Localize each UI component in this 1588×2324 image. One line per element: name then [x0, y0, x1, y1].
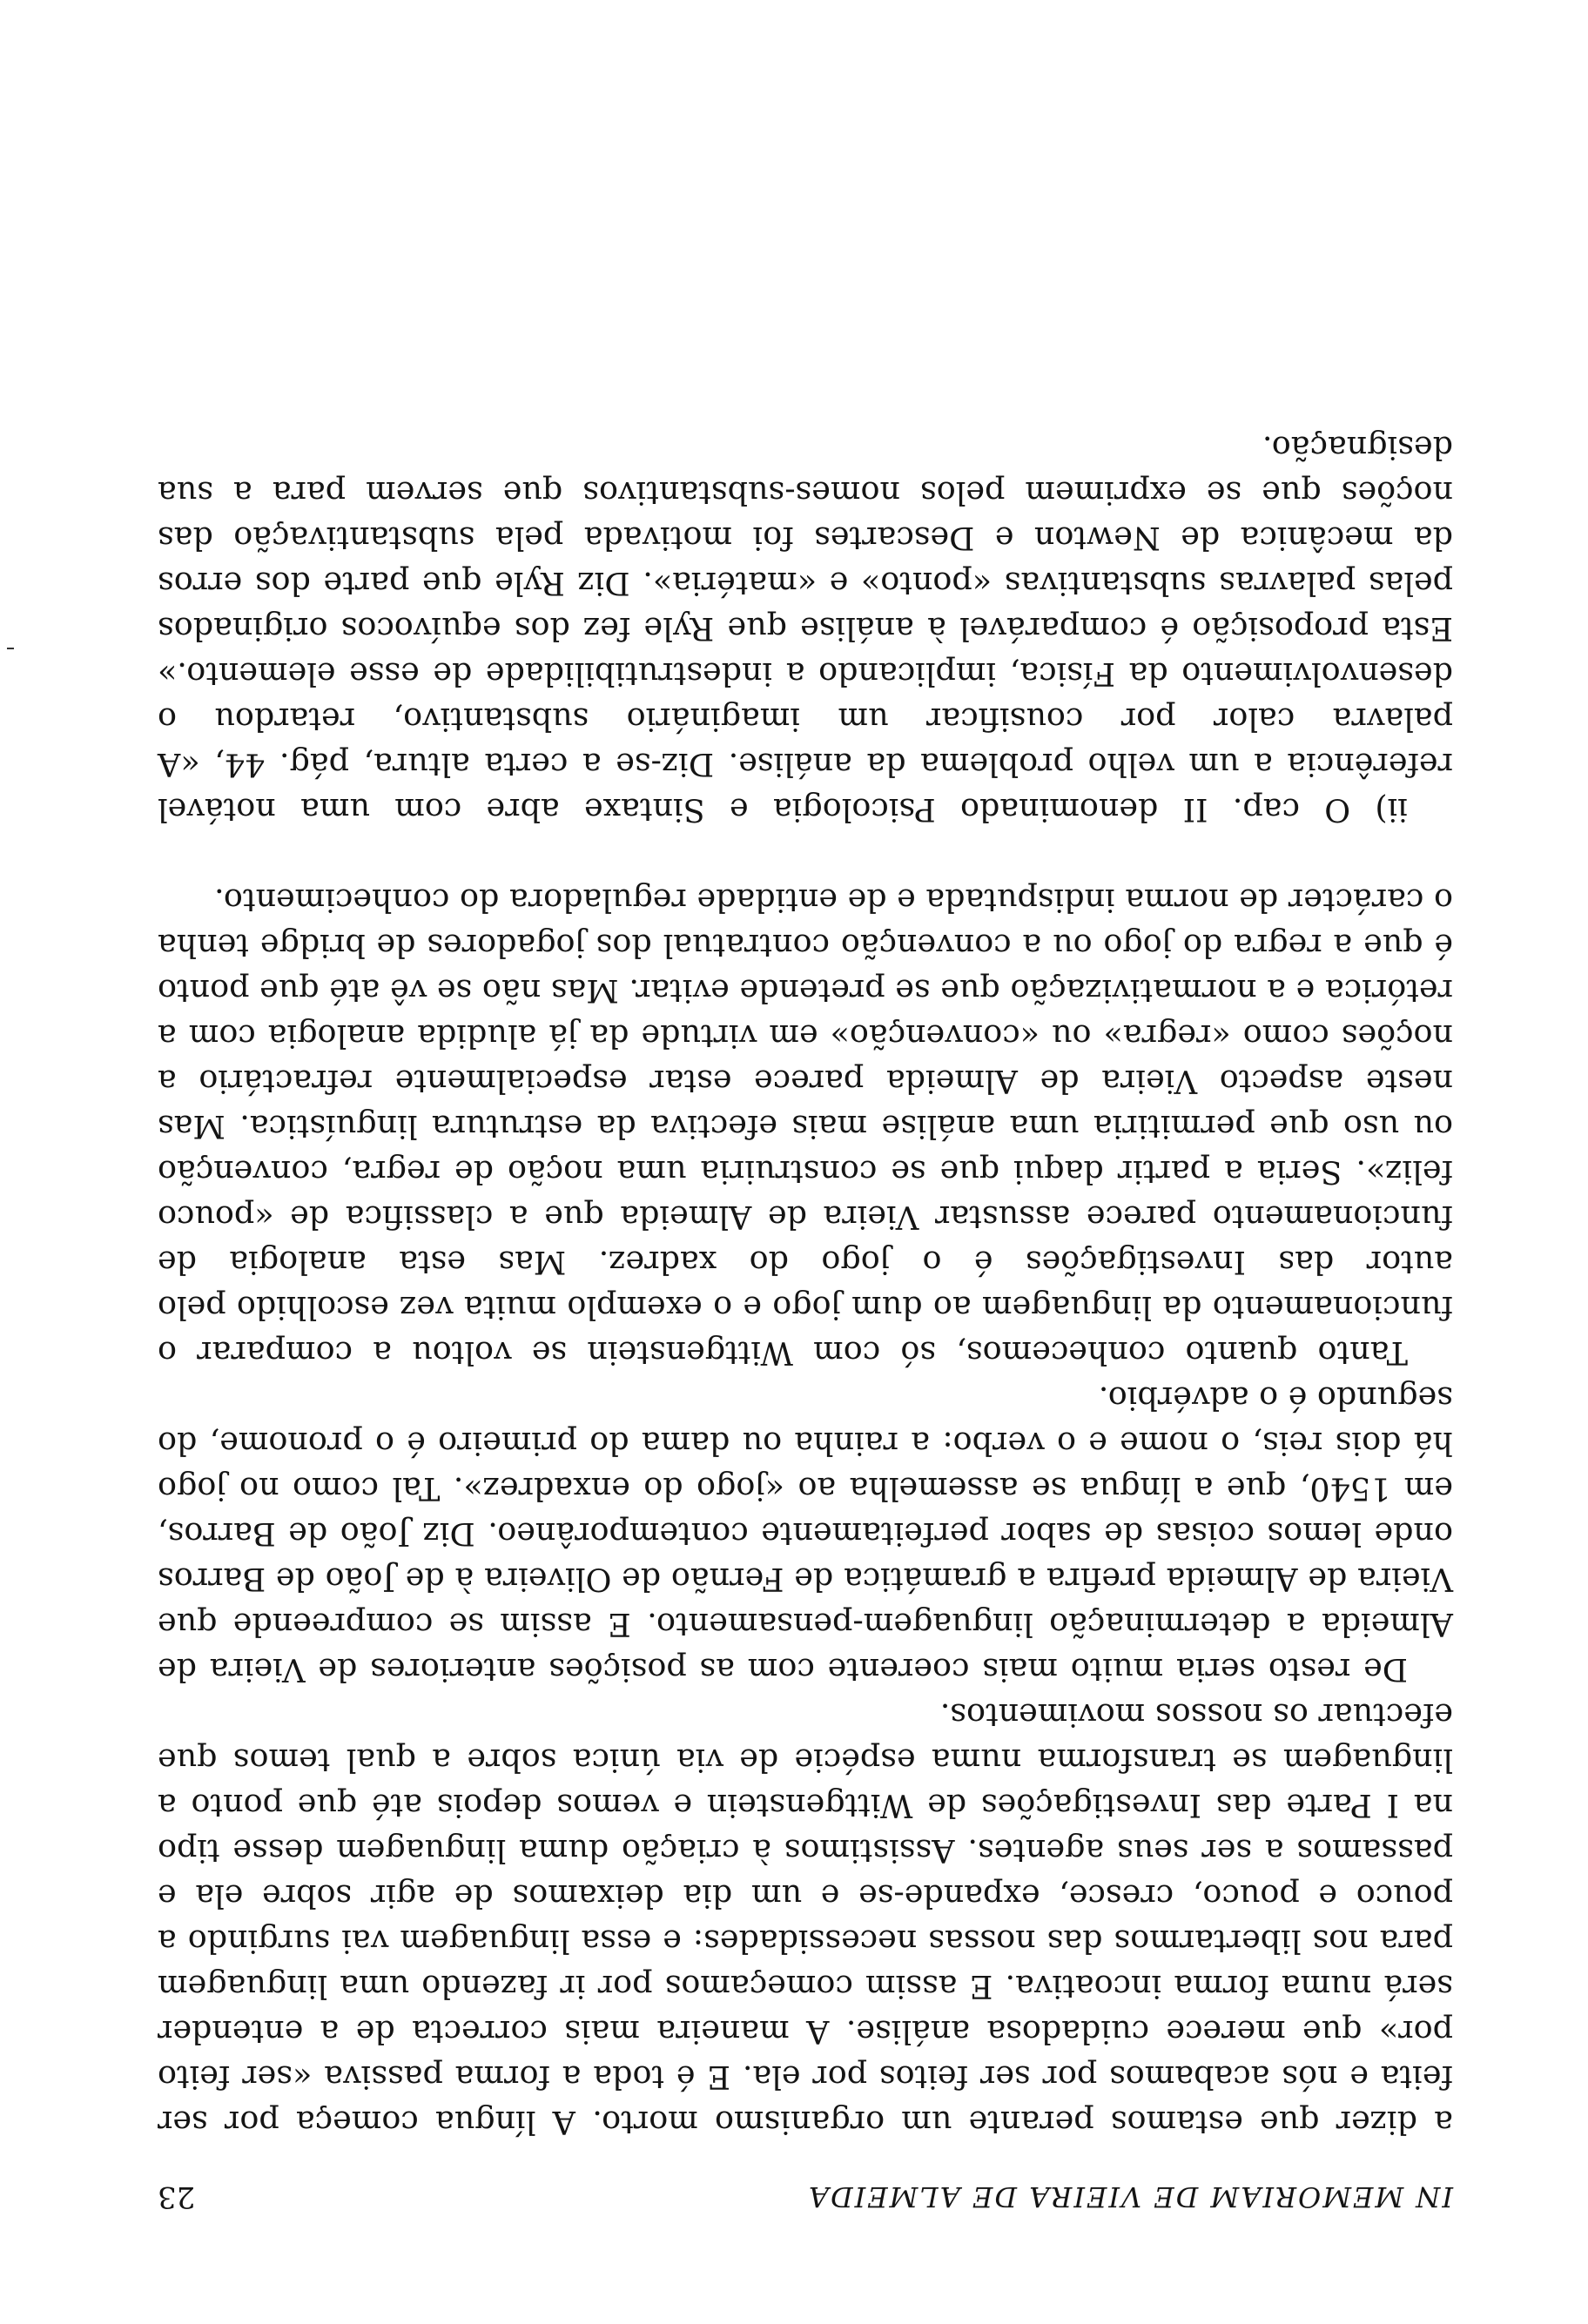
page-number: 23: [158, 2180, 196, 2214]
paragraph-continuation: a dizer que estamos perante um organismo morto. A língua começa por ser feita e nós acabamos por ser feitos por ela. E é toda a forma passiva «ser feito por» que merece cuidadosa análise. A maneira mais correcta de a entender será numa forma incoativa. E assim começamos por ir fazendo uma linguagem para nos libertarmos das nossas necessidades: e essa linguagem vai surgindo a pouco e pouco, cresce, expande-se e um dia deixamos de agir sobre ela e passamos a ser seus agentes. Assistimos à criação duma linguagem desse tipo na I Parte das Investigações de Wittgenstein e vemos depois até que ponto a linguagem se transforma numa espécie de via única sobre a qual temos que efectuar os nossos movimentos.: [158, 1696, 1453, 2141]
running-title: IN MEMORIAM DE VIEIRA DE ALMEIDA: [806, 2180, 1453, 2213]
paragraph-chapter-ii: ii) O cap. II denominado Psicologia e Sintaxe abre com uma notável referência a um velho problema da análise. Diz-se a certa altura, pág. 44, «A palavra calor por cousificar um imaginário substantivo, retardou o desenvolvimento da Física, implicando a indestrutibilidade de esse elemento.» Esta proposição é comparável à análise que Ryle fez dos equívocos originados pelas palavras substantivas «ponto» e «matéria». Diz Ryle que parte dos erros da mecânica de Newton e Descartes foi motivada pela substantivação das noções que se exprimem pelos nomes-substantivos que servem para a sua designação.: [158, 429, 1453, 829]
running-head: [158, 2174, 1453, 2220]
margin-mark: [7, 648, 14, 649]
page-body: [158, 425, 1453, 2220]
paragraph-wittgenstein-chess: Tanto quanto conhecemos, só com Wittgenstein se voltou a comparar o funcionamento da linguagem ao dum jogo e o exemplo muita vez escolhido pelo autor das Investigações é o jogo do xadrez. Mas esta analogia de funcionamento parece assustar Vieira de Almeida que a classifica de «pouco feliz». Seria a partir daqui que se construiria uma noção de regra, convenção ou uso que permitiria uma análise mais efectiva da estrutura linguística. Mas neste aspecto Vieira de Almeida parece estar especialmente refractário a noções como «regra» ou «convenção» em virtude da já aludida analogia com a retórica e a normativização que se pretende evitar. Mas não se vê até que ponto é que a regra do jogo ou a convenção contratual dos jogadores de bridge tenha o carácter de norma indisputada e de entidade reguladora do conhecimento.: [158, 882, 1453, 1372]
paragraph-joao-de-barros: De resto seria muito mais coerente com as posições anteriores de Vieira de Almeida a determinação linguagem-pensamento. E assim se compreende que Vieira de Almeida prefira a gramática de Fernão de Oliveira à de João de Barros onde lemos coisas de sabor perfeitamente contemporâneo. Diz João de Barros, em 1540, que a língua se assemelha ao «jogo do enxadrez». Tal como no jogo há dois reis, o nome e o verbo: a rainha ou dama do primeiro é o pronome, do segundo é o advérbio.: [158, 1380, 1453, 1689]
